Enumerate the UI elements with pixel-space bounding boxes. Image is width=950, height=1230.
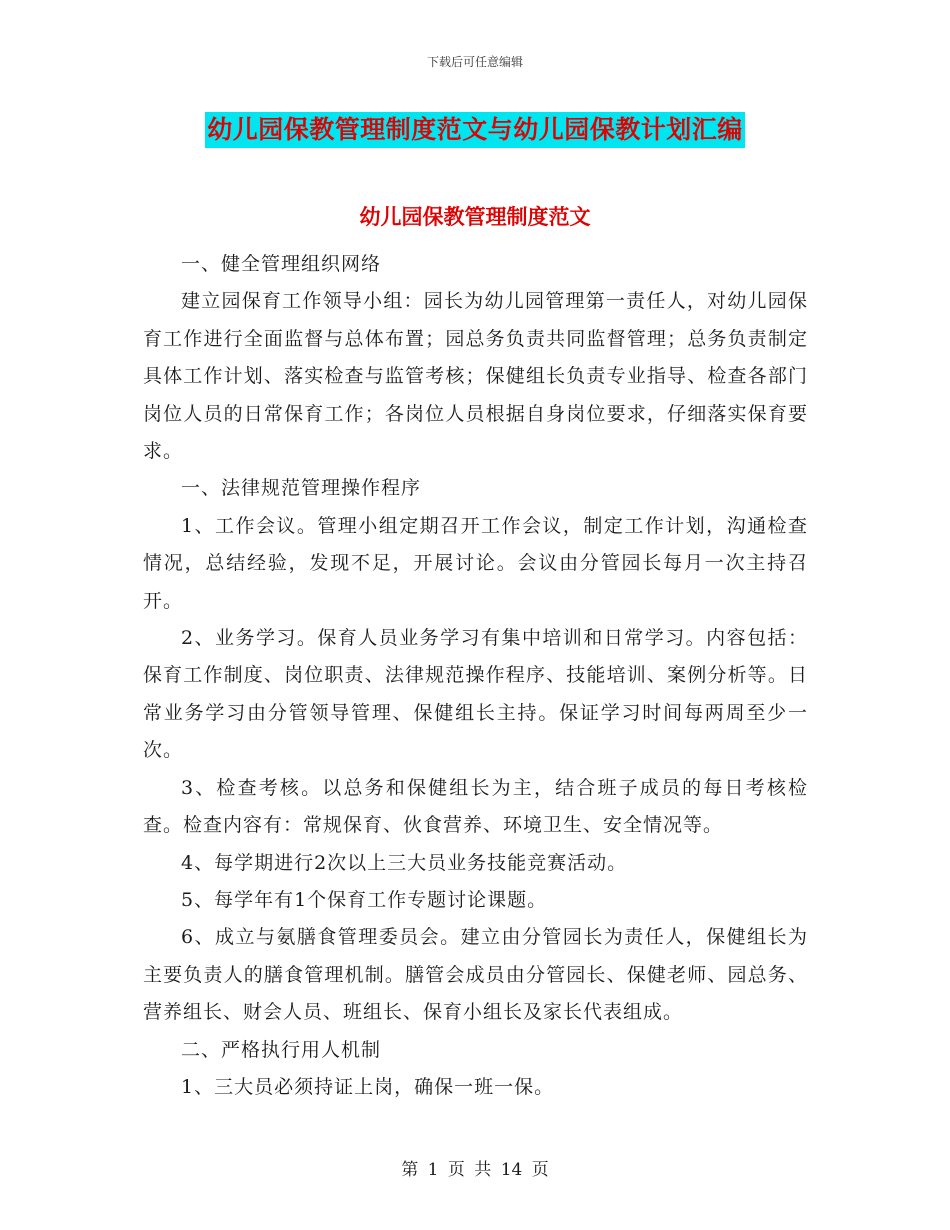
main-title: 幼儿园保教管理制度范文与幼儿园保教计划汇编	[205, 112, 745, 148]
paragraph: 建立园保育工作领导小组：园长为幼儿园管理第一责任人，对幼儿园保育工作进行全面监督与总体布置；园总务负责共同监督管理；总务负责制定具体工作计划、落实检查与监管考核；保健组长负责专业指导、检查各部门岗位人员的日常保育工作；各岗位人员根据自身岗位要求，仔细落实保育要求。	[143, 290, 808, 463]
section-heading: 一、法律规范管理操作程序	[181, 477, 422, 500]
paragraph: 2、业务学习。保育人员业务学习有集中培训和日常学习。内容包括：保育工作制度、岗位职责、法律规范操作程序、技能培训、案例分析等。日常业务学习由分管领导管理、保健组长主持。保证学习时间每两周至少一次。	[143, 627, 808, 762]
page-footer: 第 1 页 共 14 页	[401, 1160, 549, 1180]
paragraph: 1、工作会议。管理小组定期召开工作会议，制定工作计划，沟通检查情况，总结经验，发现不足，开展讨论。会议由分管园长每月一次主持召开。	[143, 514, 808, 612]
paragraph: 5、每学年有1个保育工作专题讨论课题。	[181, 888, 548, 911]
section-title: 幼儿园保教管理制度范文	[359, 204, 591, 229]
section-heading: 二、严格执行用人机制	[181, 1038, 382, 1061]
header-note: 下载后可任意编辑	[426, 55, 523, 69]
paragraph: 4、每学期进行2次以上三大员业务技能竞赛活动。	[181, 851, 628, 874]
main-title-wrap	[0, 112, 950, 148]
section-heading: 一、健全管理组织网络	[181, 253, 382, 275]
paragraph: 6、成立与氨膳食管理委员会。建立由分管园长为责任人，保健组长为主要负责人的膳食管理机制。膳管会成员由分管园长、保健老师、园总务、营养组长、财会人员、班组长、保育小组长及家长代表组成。	[143, 926, 808, 1024]
paragraph: 1、三大员必须持证上岗，确保一班一保。	[181, 1075, 555, 1098]
document-body	[143, 246, 808, 1106]
paragraph: 3、检查考核。以总务和保健组长为主，结合班子成员的每日考核检查。检查内容有：常规保育、伙食营养、环境卫生、安全情况等。	[143, 776, 808, 837]
